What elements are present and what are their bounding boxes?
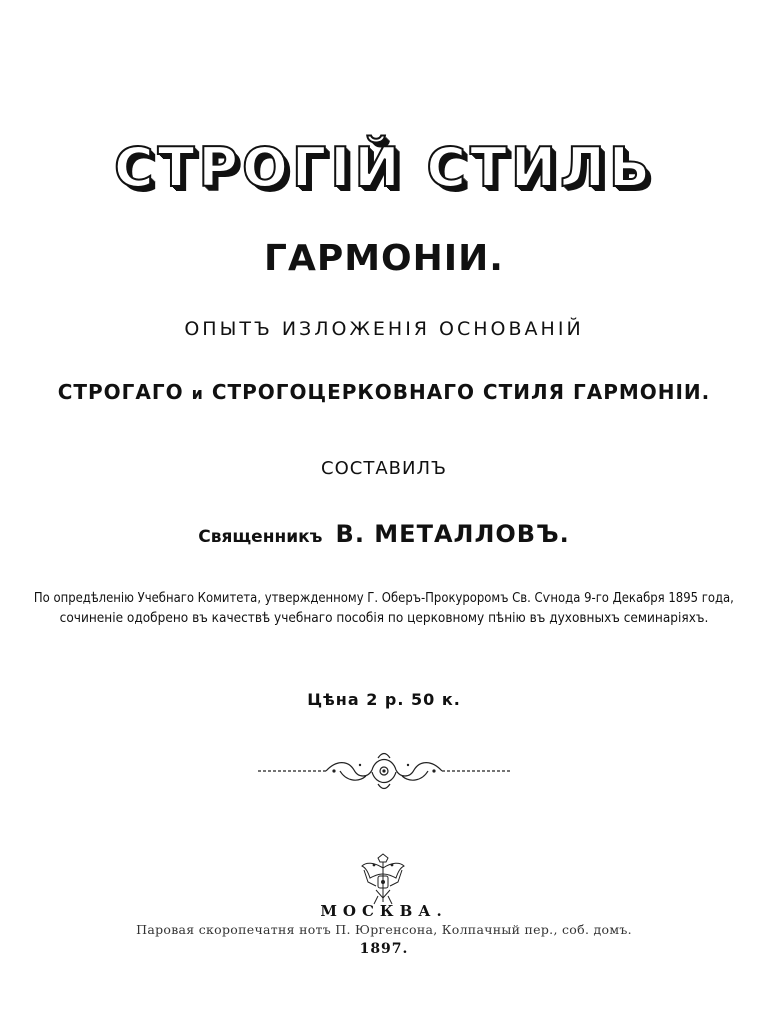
imperial-double-headed-eagle-icon	[358, 852, 408, 908]
approval-line-1: По опредѣленію Учебнаго Комитета, утвержденному Г. Оберъ-Прокуроромъ Св. Сѵнода 9-го Декабря 1895 года,	[33, 590, 734, 606]
author-line	[0, 520, 768, 548]
price: Цѣна 2 р. 50 к.	[307, 690, 461, 709]
imprint-printer: Паровая скоропечатня нотъ П. Юргенсона, Колпачный пер., соб. домъ.	[136, 922, 632, 937]
author-title: Священникъ	[198, 527, 323, 547]
description-conjunction: и	[191, 384, 204, 403]
description-part-2: СТРОГОЦЕРКОВНАГО СТИЛЯ ГАРМОНІИ.	[211, 380, 711, 404]
imprint-city: МОСКВА.	[320, 902, 448, 920]
description-line-2	[0, 380, 768, 404]
decorative-scroll-divider-icon	[256, 748, 512, 794]
description-part-1: СТРОГАГО	[57, 380, 184, 404]
main-title: СТРОГІЙ СТИЛЬ	[113, 136, 655, 199]
author-name: В. МЕТАЛЛОВЪ.	[335, 520, 570, 548]
compiled-by-label: СОСТАВИЛЪ	[321, 458, 447, 479]
description-line-1: ОПЫТЪ ИЗЛОЖЕНІЯ ОСНОВАНІЙ	[184, 318, 584, 340]
approval-line-2: сочиненіе одобрено въ качествѣ учебнаго пособія по церковному пѣнію въ духовныхъ семинаріяхъ.	[59, 610, 709, 626]
subtitle: ГАРМОНІИ.	[264, 238, 504, 279]
imprint-year: 1897.	[359, 941, 409, 957]
